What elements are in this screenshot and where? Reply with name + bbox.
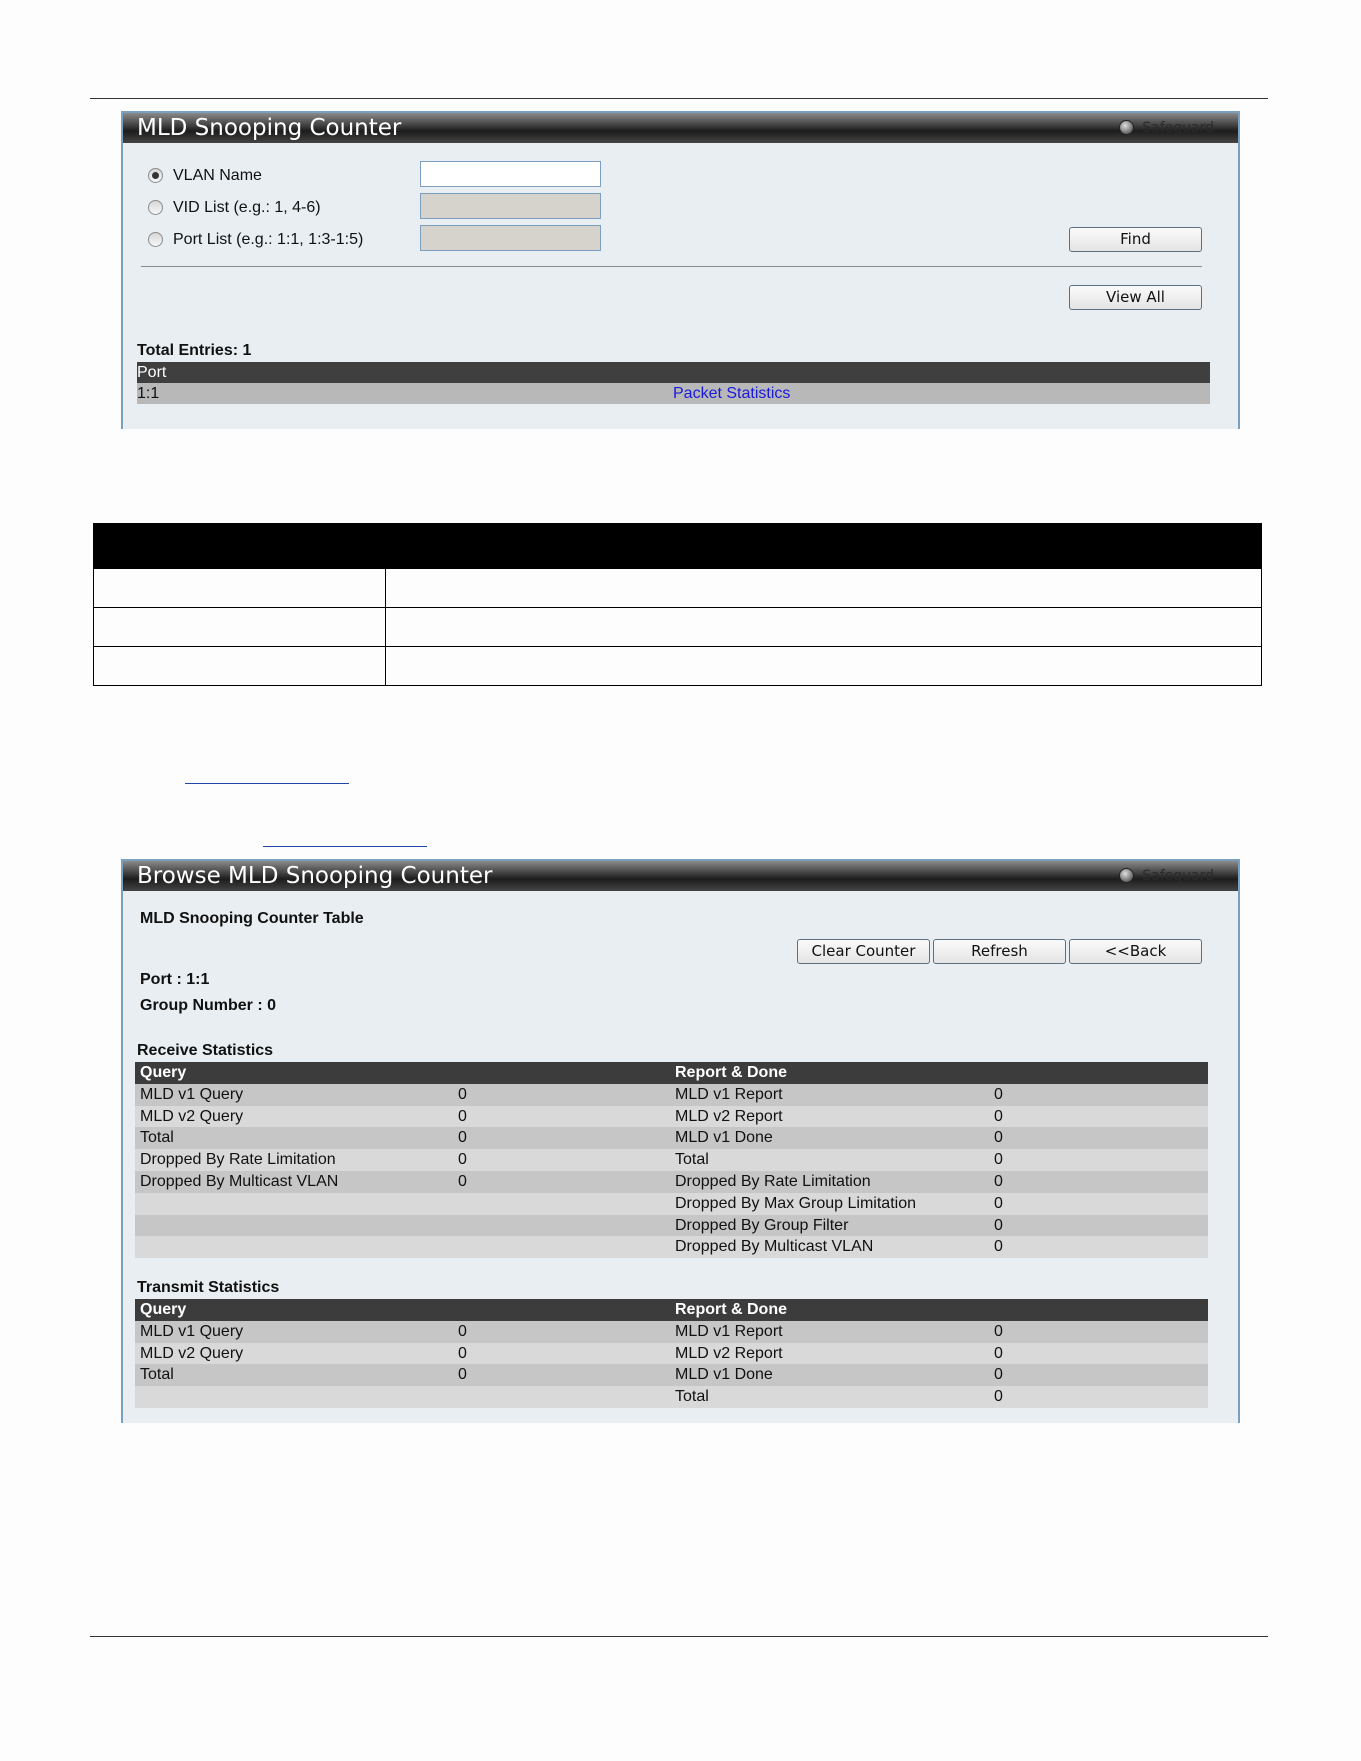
panel-header [123,111,1238,143]
table-row [94,647,1262,686]
stat-value-cell: 0 [458,1129,467,1147]
table-row [135,1386,1208,1408]
table-row [135,1236,1208,1258]
stat-name-cell: Dropped By Rate Limitation [140,1151,336,1169]
table-cell [94,608,386,647]
stat-name-cell: MLD v1 Report [675,1322,783,1340]
stat-name-cell: Total [675,1388,709,1406]
table-row [135,1149,1208,1171]
stat-value-cell: 0 [994,1173,1003,1190]
table-row [135,1084,1208,1106]
table-cell [386,569,1262,608]
table-row [135,1127,1208,1149]
table-row [94,608,1262,647]
port-info: Port : 1:1 [140,971,210,988]
table-cell [386,647,1262,686]
report-done-column-header: Report & Done [675,1301,787,1318]
find-button[interactable]: Find [1069,227,1202,252]
panel-header [123,859,1238,891]
port-column-header: Port [137,364,167,381]
back-button[interactable]: <<Back [1069,939,1202,964]
query-column-header: Query [140,1064,187,1081]
table-row [94,569,1262,608]
refresh-button[interactable]: Refresh [933,939,1066,964]
stat-name-cell: MLD v2 Query [140,1107,244,1125]
vid-list-radio[interactable] [148,200,163,215]
stat-value-cell: 0 [994,1322,1003,1340]
stat-value-cell: 0 [994,1107,1003,1125]
stat-value-cell: 0 [458,1344,467,1362]
stat-name-cell: MLD v2 Query [140,1344,244,1362]
safeguard-label: Safeguard [1142,120,1214,136]
transmit-statistics-title: Transmit Statistics [137,1279,280,1296]
total-entries: Total Entries: 1 [137,342,252,359]
safeguard-icon [1119,868,1134,883]
stat-value-cell: 0 [458,1322,467,1340]
stats-table-header [135,1299,1208,1321]
stat-name-cell: Dropped By Group Filter [675,1216,849,1234]
description-table [93,523,1262,686]
stat-value-cell: 0 [994,1151,1003,1169]
panel-title: MLD Snooping Counter [137,115,402,141]
port-list-label: Port List (e.g.: 1:1, 1:3-1:5) [173,231,364,248]
table-row [135,1193,1208,1215]
document-link-underline[interactable] [185,783,349,784]
stat-name-cell: Dropped By Rate Limitation [675,1173,871,1190]
stat-value-cell: 0 [458,1173,467,1190]
port-list-radio[interactable] [148,232,163,247]
view-all-button[interactable]: View All [1069,285,1202,310]
stat-name-cell: MLD v1 Done [675,1366,773,1384]
stat-value-cell: 0 [994,1388,1003,1406]
counter-table-title: MLD Snooping Counter Table [140,910,364,927]
table-row [135,1106,1208,1128]
vlan-name-label: VLAN Name [173,167,262,184]
stat-name-cell: Dropped By Multicast VLAN [140,1173,339,1190]
stat-name-cell: MLD v2 Report [675,1344,783,1362]
stat-name-cell: MLD v1 Query [140,1322,244,1340]
stat-value-cell: 0 [458,1366,467,1384]
report-done-column-header: Report & Done [675,1064,787,1081]
stat-value-cell: 0 [458,1151,467,1169]
document-link-underline[interactable] [263,846,427,847]
table-cell [386,608,1262,647]
vid-list-input[interactable] [420,193,601,219]
stat-value-cell: 0 [458,1107,467,1125]
group-number-info: Group Number : 0 [140,997,277,1014]
stat-name-cell: Total [140,1129,174,1147]
stat-value-cell: 0 [994,1216,1003,1234]
page-header-rule [90,98,1268,99]
port-cell: 1:1 [137,385,160,402]
safeguard-indicator [1119,868,1214,884]
table-row [135,1171,1208,1193]
stats-table-header [135,1062,1208,1084]
stat-value-cell: 0 [994,1194,1003,1212]
port-table-header [137,362,1210,383]
stat-name-cell: MLD v1 Report [675,1085,783,1103]
form-separator [141,266,1202,267]
table-row [135,1215,1208,1237]
safeguard-icon [1119,120,1134,135]
stat-name-cell: Total [140,1366,174,1384]
stat-name-cell: MLD v2 Report [675,1107,783,1125]
page-footer-rule [90,1636,1268,1637]
packet-statistics-link[interactable]: Packet Statistics [673,385,791,402]
description-table-header [94,524,1262,569]
stat-name-cell: MLD v1 Query [140,1085,244,1103]
mld-snooping-counter-panel [121,111,1240,429]
table-row [137,383,1210,404]
stat-value-cell: 0 [994,1344,1003,1362]
stat-name-cell: Total [675,1151,709,1169]
receive-statistics-title: Receive Statistics [137,1042,274,1059]
stat-value-cell: 0 [994,1366,1003,1384]
description-table-header-cell [94,524,386,569]
stat-name-cell: Dropped By Max Group Limitation [675,1194,916,1212]
vlan-name-input[interactable] [420,161,601,187]
stat-name-cell: Dropped By Multicast VLAN [675,1238,874,1256]
stat-name-cell: MLD v1 Done [675,1129,773,1147]
stat-value-cell: 0 [458,1085,467,1103]
safeguard-indicator [1119,120,1214,136]
clear-counter-button[interactable]: Clear Counter [797,939,930,964]
stat-value-cell: 0 [994,1085,1003,1103]
port-list-input[interactable] [420,225,601,251]
vlan-name-radio[interactable] [148,168,163,183]
table-cell [94,569,386,608]
table-row [135,1343,1208,1365]
stat-value-cell: 0 [994,1129,1003,1147]
query-column-header: Query [140,1301,187,1318]
table-row [135,1364,1208,1386]
stat-value-cell: 0 [994,1238,1003,1256]
table-cell [94,647,386,686]
table-row [135,1321,1208,1343]
vid-list-label: VID List (e.g.: 1, 4-6) [173,199,321,216]
safeguard-label: Safeguard [1142,868,1214,884]
panel-title: Browse MLD Snooping Counter [137,863,493,889]
description-table-header-cell [386,524,1262,569]
